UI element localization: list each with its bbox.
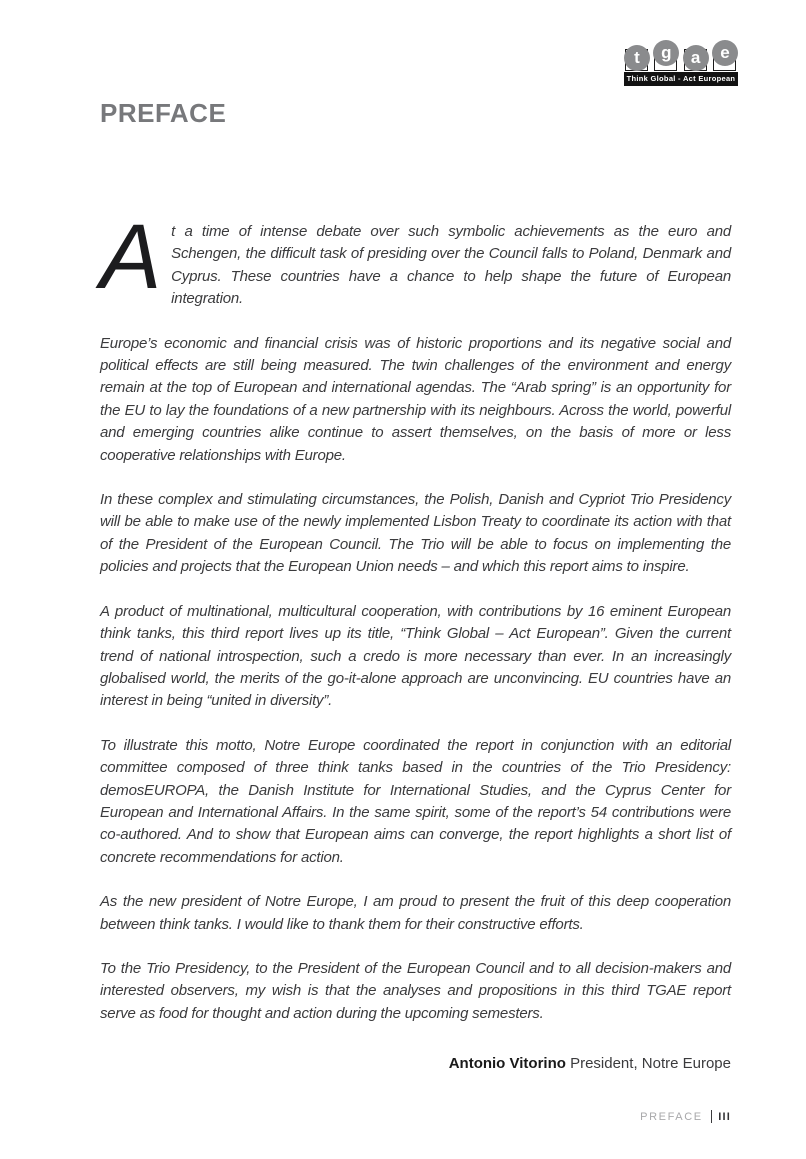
signature-name: Antonio Vitorino [448, 1055, 566, 1073]
paragraph-text: t a time of intense debate over such symbolic achievements as the euro and Schengen, the difficult task of presiding over the Council falls to Poland, Denmark and Cyprus. These countries have a chance to help shape the future of European integration. [171, 223, 731, 308]
logo-letter-tile [712, 40, 738, 71]
footer-divider [711, 1110, 713, 1123]
page-title: PREFACE [100, 98, 227, 128]
paragraph: To illustrate this motto, Notre Europe coordinated the report in conjunction with an editorial committee composed of three think tanks based in the countries of the Trio Presidency: demosEUROPA, the Danish Institute for International Studies, and the Cyprus Center for European and International Affairs. In the same spirit, some of the report’s 54 contributions were co-authored. And to show that European aims can converge, the report highlights a short list of concrete recommendations for action. [100, 736, 731, 866]
logo-letter-a: a [683, 45, 709, 71]
logo-letter-tile [653, 40, 679, 71]
paragraph: As the new president of Notre Europe, I am proud to present the fruit of this deep cooperation between think tanks. I would like to thank them for their constructive efforts. [100, 893, 731, 933]
logo-letter-t: t [624, 45, 650, 71]
footer-section-label: PREFACE [640, 1110, 703, 1123]
logo-letter-tile [683, 40, 709, 71]
logo-letter-e: e [712, 40, 738, 66]
paragraph: Europe’s economic and financial crisis was of historic proportions and its negative social and political effects are still being measured. The twin challenges of the environment and energy remain at the top of European and international agendas. The “Arab spring” is an opportunity for the EU to lay the foundations of a new partnership with its neighbours. Across the world, powerful and emerging countries alike continue to assert themselves, on the basis of more or less cooperative relationships with Europe. [100, 334, 731, 464]
tgae-logo [624, 40, 738, 86]
paragraph: A product of multinational, multicultural cooperation, with contributions by 16 eminent European think tanks, this third report lives up its title, “Think Global – Act European”. Given the current trend of national introspection, such a credo is more necessary than ever. In an increasingly globalised world, the merits of the go-it-alone approach are unconvincing. EU countries have an interest in being “united in diversity”. [100, 602, 731, 710]
logo-tagline: Think Global - Act European [624, 72, 738, 86]
logo-letter-g: g [653, 40, 679, 66]
paragraph: To the Trio Presidency, to the President of the European Council and to all decision-makers and interested observers, my wish is that the analyses and propositions in this third TGAE report serve as food for thought and action during the upcoming semesters. [100, 959, 731, 1022]
paragraph: In these complex and stimulating circumstances, the Polish, Danish and Cypriot Trio Presidency will be able to make use of the newly implemented Lisbon Treaty to coordinate its action with that of the President of the European Council. The Trio will be able to focus on implementing the policies and projects that the European Union needs – and which this report aims to inspire. [100, 491, 731, 576]
preface-body [100, 206, 731, 1076]
paragraph-intro [100, 206, 731, 311]
tgae-logo-letters [624, 40, 738, 71]
signature-role: President, Notre Europe [565, 1055, 731, 1073]
footer-page-number: III [718, 1110, 731, 1123]
page-footer [640, 1110, 731, 1123]
logo-letter-tile [624, 40, 650, 71]
drop-cap: A [100, 206, 162, 308]
signature-line [100, 1053, 731, 1075]
